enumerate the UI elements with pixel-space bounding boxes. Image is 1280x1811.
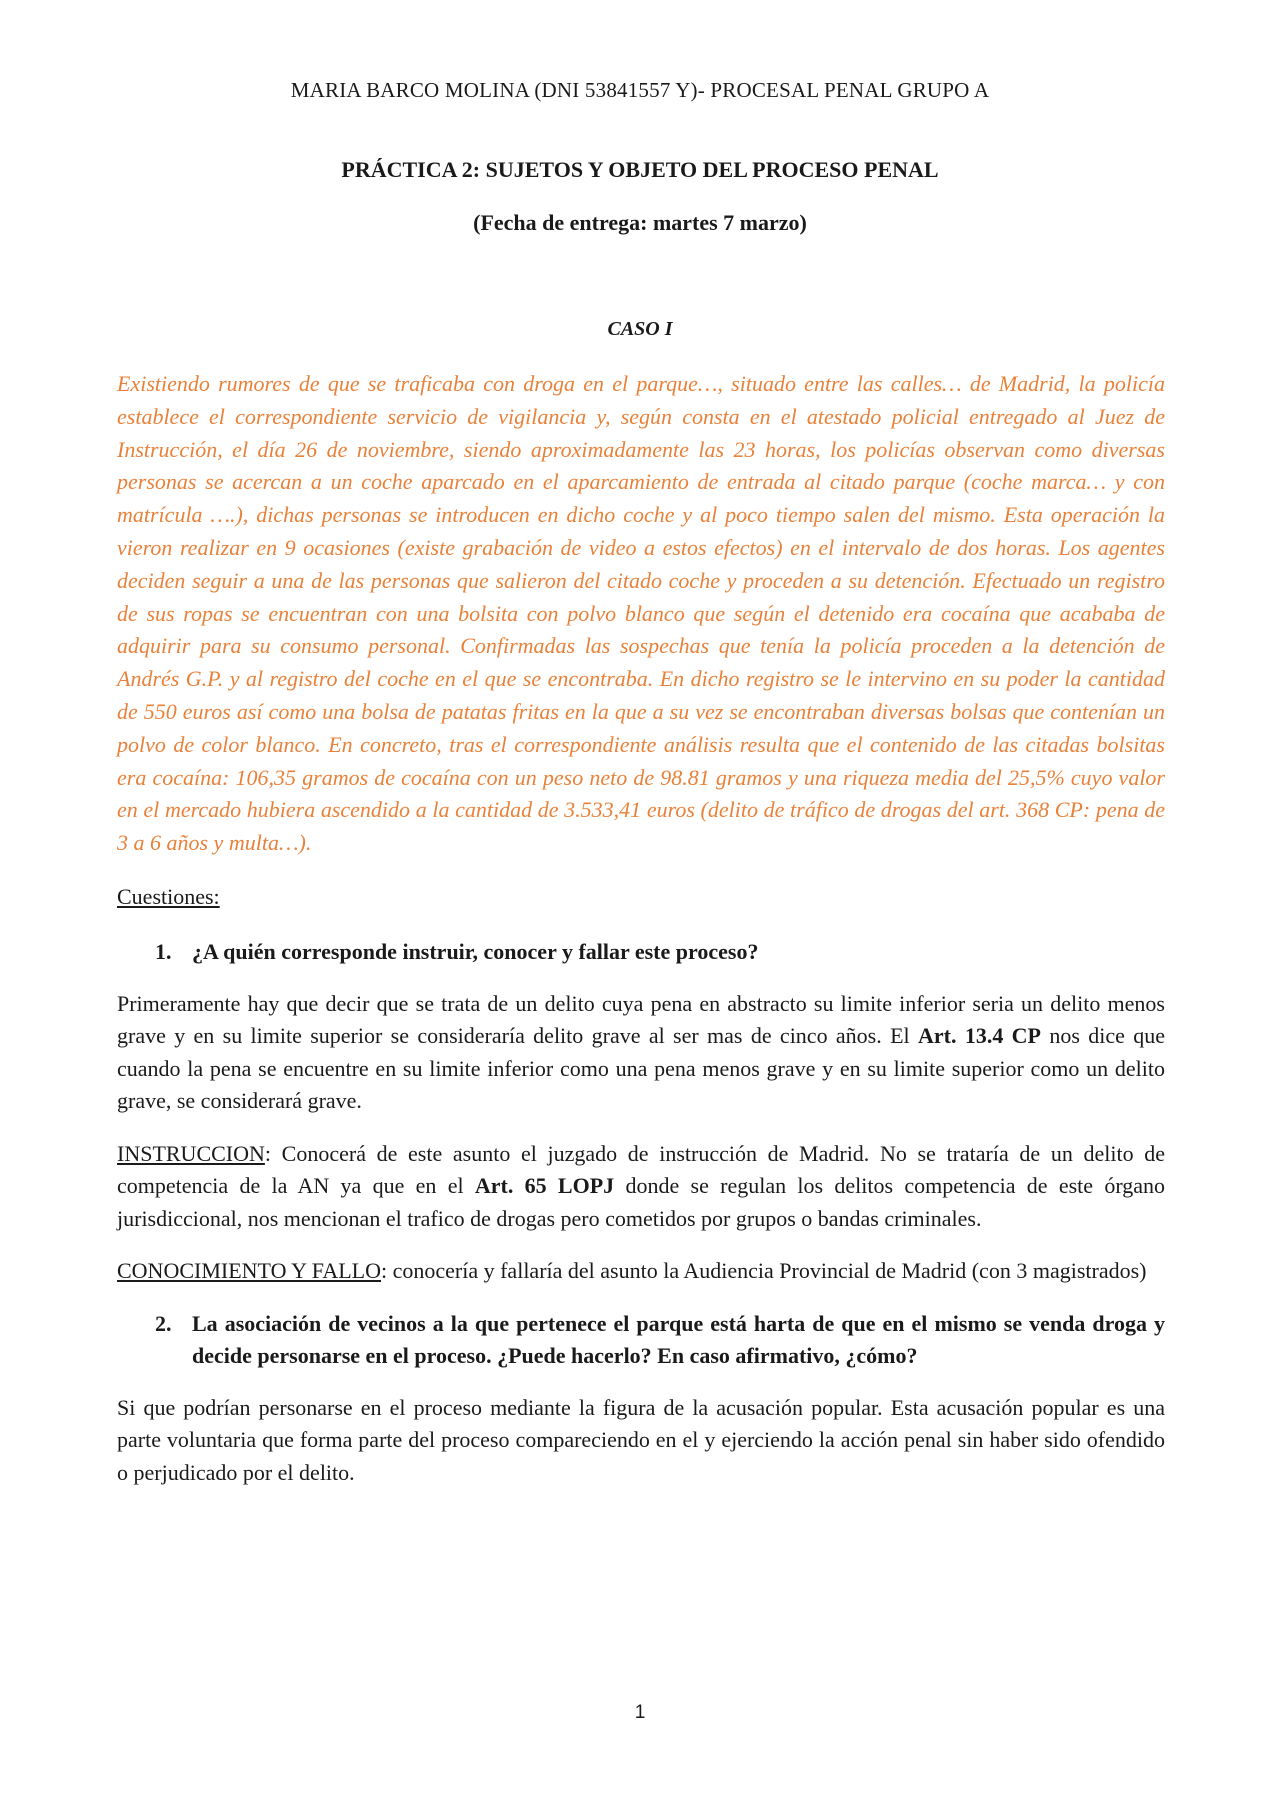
document-title: PRÁCTICA 2: SUJETOS Y OBJETO DEL PROCESO PENAL <box>341 157 939 182</box>
question-1 <box>117 936 1165 968</box>
answer-1-p3-text: : conocería y fallaría del asunto la Audiencia Provincial de Madrid (con 3 magistrados) <box>381 1258 1147 1284</box>
answer-1-paragraph-3 <box>117 1255 1165 1288</box>
answer-1-paragraph-1 <box>117 988 1165 1118</box>
case-title: CASO I <box>607 318 673 340</box>
question-2-text: La asociación de vecinos a la que pertenece el parque está harta de que en el mismo se venda droga y decide personarse en el proceso. ¿Puede hacerlo? En caso afirmativo, ¿cómo? <box>192 1310 1165 1368</box>
answer-1-p3-label: CONOCIMIENTO Y FALLO <box>117 1258 381 1284</box>
answer-2-paragraph-1: Si que podrían personarse en el proceso mediante la figura de la acusación popular. Esta acusación popular es una parte voluntaria que forma parte del proceso compareciendo en el y ejerciendo la acción penal sin haber sido ofendido o perjudicado por el delito. <box>117 1394 1165 1485</box>
question-1-text: ¿A quién corresponde instruir, conocer y fallar este proceso? <box>192 938 759 964</box>
questions-label: Cuestiones: <box>117 883 220 909</box>
case-statement: Existiendo rumores de que se traficaba con droga en el parque…, situado entre las calles… de Madrid, la policía establece el correspondiente servicio de vigilancia y, según consta en el atestado policial entregado al Juez de Instrucción, el día 26 de noviembre, siendo aproximadamente las 23 horas, los policías observan como diversas personas se acercan a un coche aparcado en el aparcamiento de entrada al citado parque (coche marca… y con matrícula ….), dichas personas se introducen en dicho coche y al poco tiempo salen del mismo. Esta operación la vieron realizar en 9 ocasiones (existe grabación de video a estos efectos) en el intervalo de dos horas. Los agentes deciden seguir a una de las personas que salieron del citado coche y proceden a su detención. Efectuado un registro de sus ropas se encuentran con una bolsita con polvo blanco que según el detenido era cocaína que acababa de adquirir para su consumo personal. Confirmadas las sospechas que tenía la policía proceden a la detención de Andrés G.P. y al registro del coche en el que se encontraba. En dicho registro se le intervino en su poder la cantidad de 550 euros así como una bolsa de patatas fritas en la que a su vez se encontraban diversas bolsas que contenían un polvo de color blanco. En concreto, tras el correspondiente análisis resulta que el contenido de las citadas bolsitas era cocaína: 106,35 gramos de cocaína con un peso neto de 98.81 gramos y una riqueza media del 25,5% cuyo valor en el mercado hubiera ascendido a la cantidad de 3.533,41 euros (delito de tráfico de drogas del art. 368 CP: pena de 3 a 6 años y multa…). <box>117 371 1165 856</box>
question-1-number: 1. <box>155 938 172 964</box>
answer-1-p1-text-a: Primeramente hay que decir que se trata de un delito cuya pena en abstracto su limite inferior seria un delito menos grave y en su limite superior se consideraría delito grave al ser mas de cinco años. El <box>117 990 1165 1049</box>
answer-1-p1-text-b: nos dice que cuando la pena se encuentre en su limite inferior como una pena menos grave y en su limite superior como un delito grave, se considerará grave. <box>117 1023 1166 1114</box>
document-body <box>117 368 1165 1509</box>
answer-1-p2-text-a: : Conocerá de este asunto el juzgado de instrucción de Madrid. No se trataría de un delito de competencia de la AN ya que en el <box>117 1140 1165 1199</box>
answer-1-p1-bold-ref: Art. 13.4 CP <box>918 1023 1041 1049</box>
author-header: MARIA BARCO MOLINA (DNI 53841557 Y)- PROCESAL PENAL GRUPO A <box>290 78 990 102</box>
answer-1-p2-label: INSTRUCCION <box>117 1140 265 1166</box>
answer-1-p2-bold-ref: Art. 65 LOPJ <box>474 1173 615 1199</box>
question-2 <box>117 1308 1165 1372</box>
answer-1-p2-text-b: donde se regulan los delitos competencia de este órgano jurisdiccional, nos mencionan el trafico de drogas pero cometidos por grupos o bandas criminales. <box>117 1173 1166 1231</box>
answer-1-paragraph-2 <box>117 1138 1165 1236</box>
question-2-number: 2. <box>155 1310 172 1336</box>
document-subtitle: (Fecha de entrega: martes 7 marzo) <box>473 210 807 235</box>
page-number: 1 <box>634 1702 646 1723</box>
